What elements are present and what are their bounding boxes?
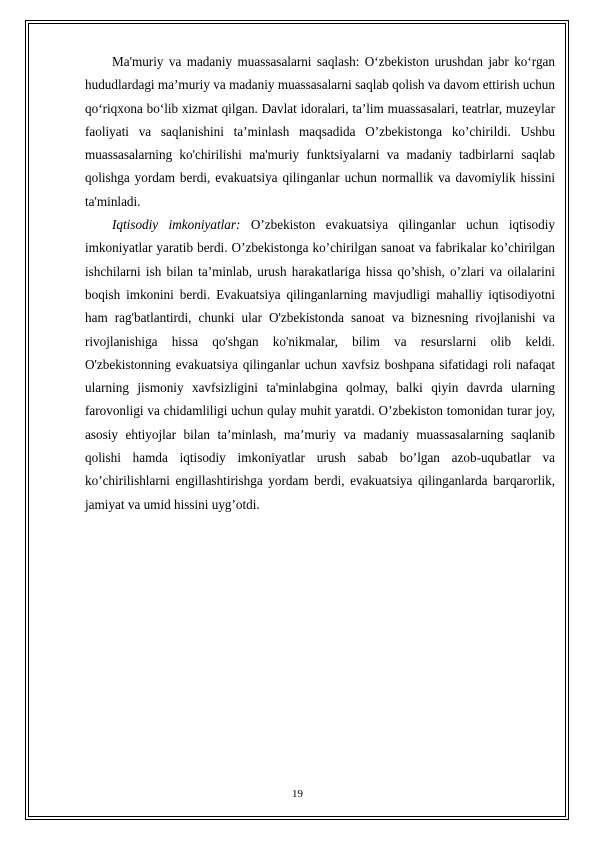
paragraph-text: O’zbekiston evakuatsiya qilinganlar uchun iqtisodiy imkoniyatlar yaratib berdi. O’zbekistonga ko’chirilgan sanoat va fabrikalar ko’chirilgan ishchilarni ish bilan ta’minlab, urush harakatlariga hissa qo’shish, o’zlari va oilalarini boqish imkonini berdi. Evakuatsiya qilinganlarning mavjudligi mahalliy iqtisodiyotni ham rag'batlantirdi, chunki ular O'zbekistonda sanoat va biznesning rivojlanishi va rivojlanishiga hissa qo'shgan ko'nikmalar, bilim va resurslarni olib keldi. O'zbekistonning evakuatsiya qilinganlar uchun xavfsiz boshpana sifatidagi roli nafaqat ularning jismoniy xavfsizligini ta'minlabgina qolmay, balki qiyin davrda ularning farovonligi va chidamliligi uchun qulay muhit yaratdi. O’zbekiston tomonidan turar joy, asosiy ehtiyojlar bilan ta’minlash, ma’muriy va madaniy muassasalarning saqlanib qolishi hamda iqtisodiy imkoniyatlar urush sabab bo’lgan azob-uqubatlar va ko’chirilishlarni engillashtirishga yordam berdi, evakuatsiya qilinganlarda barqarorlik, jamiyat va umid hissini uyg’otdi.: [85, 217, 555, 512]
paragraph-economic-opportunities: [85, 213, 555, 516]
document-body: [85, 50, 555, 516]
paragraph-text: Ma'muriy va madaniy muassasalarni saqlash: O‘zbekiston urushdan jabr ko‘rgan hududlardagi ma’muriy va madaniy muassasalarni saqlab qolish va davom ettirish uchun qo‘riqxona bo‘lib xizmat qilgan. Davlat idoralari, ta’lim muassasalari, teatrlar, muzeylar faoliyati va saqlanishini ta’minlash maqsadida O’zbekistonga ko’chirildi. Ushbu muassasalarning ko'chirilishi ma'muriy funktsiyalarni va madaniy tadbirlarni saqlab qolishga yordam berdi, evakuatsiya qilinganlar uchun normallik va davomiylik hissini ta'minladi.: [85, 54, 555, 209]
paragraph-lead-heading: Iqtisodiy imkoniyatlar:: [112, 217, 241, 233]
paragraph-administrative-cultural: [85, 50, 555, 213]
page-number: 19: [292, 788, 303, 800]
